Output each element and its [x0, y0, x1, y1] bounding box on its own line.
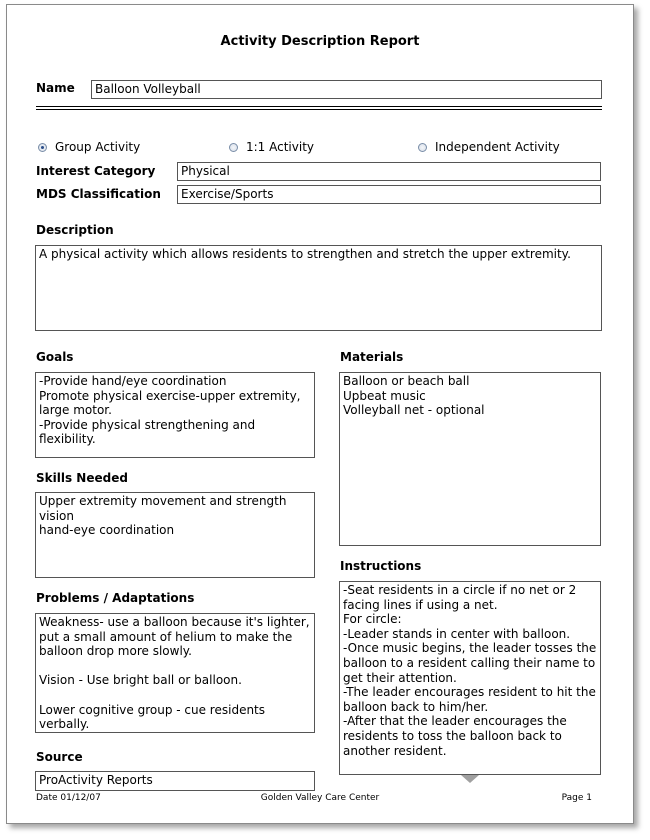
skills-needed-label: Skills Needed: [36, 471, 128, 485]
interest-category-label: Interest Category: [36, 164, 156, 178]
source-field[interactable]: ProActivity Reports: [35, 771, 315, 791]
footer-page-number: Page 1: [561, 793, 592, 803]
radio-group-activity[interactable]: [38, 140, 140, 154]
scroll-down-caret-icon[interactable]: [461, 775, 479, 783]
footer-date: Date 01/12/07: [36, 793, 101, 803]
skills-needed-field[interactable]: Upper extremity movement and strength vision hand-eye coordination: [35, 492, 315, 578]
report-page: [6, 4, 634, 824]
radio-label: Independent Activity: [435, 140, 560, 154]
radio-unselected-icon: [229, 143, 238, 152]
goals-field[interactable]: -Provide hand/eye coordination Promote physical exercise-upper extremity, large motor. -Provide physical strengthening and flexibility.: [35, 372, 315, 458]
problems-adaptations-field[interactable]: Weakness- use a balloon because it's lighter, put a small amount of helium to make the balloon drop more slowly. Vision - Use bright ball or balloon. Lower cognitive group - cue residents verbally.: [35, 613, 315, 733]
name-field[interactable]: Balloon Volleyball: [91, 80, 602, 99]
goals-label: Goals: [36, 350, 74, 364]
source-label: Source: [36, 750, 83, 764]
radio-selected-icon: [38, 143, 47, 152]
footer-facility: Golden Valley Care Center: [260, 793, 380, 803]
divider-bottom: [36, 109, 602, 110]
mds-classification-label: MDS Classification: [36, 187, 161, 201]
mds-classification-field[interactable]: Exercise/Sports: [177, 185, 601, 204]
name-label: Name: [36, 81, 75, 95]
radio-unselected-icon: [418, 143, 427, 152]
report-title: Activity Description Report: [220, 34, 420, 49]
instructions-label: Instructions: [340, 559, 422, 573]
description-label: Description: [36, 223, 114, 237]
materials-field[interactable]: Balloon or beach ball Upbeat music Volleyball net - optional: [339, 372, 601, 546]
problems-adaptations-label: Problems / Adaptations: [36, 591, 195, 605]
radio-one-on-one-activity[interactable]: [229, 140, 314, 154]
interest-category-field[interactable]: Physical: [177, 162, 601, 181]
radio-independent-activity[interactable]: [418, 140, 560, 154]
instructions-field[interactable]: -Seat residents in a circle if no net or 2 facing lines if using a net. For circle: -Leader stands in center with balloon. -Once music begins, the leader tosses the balloon to a resident calling their name to get their attention. -The leader encourages resident to hit the balloon back to him/her. -After that the leader encourages the residents to toss the balloon back to another resident.: [339, 581, 601, 775]
materials-label: Materials: [340, 350, 404, 364]
radio-label: 1:1 Activity: [246, 140, 315, 154]
description-field[interactable]: A physical activity which allows residents to strengthen and stretch the upper extremity.: [35, 245, 602, 331]
radio-label: Group Activity: [55, 140, 141, 154]
divider-top: [36, 106, 602, 107]
